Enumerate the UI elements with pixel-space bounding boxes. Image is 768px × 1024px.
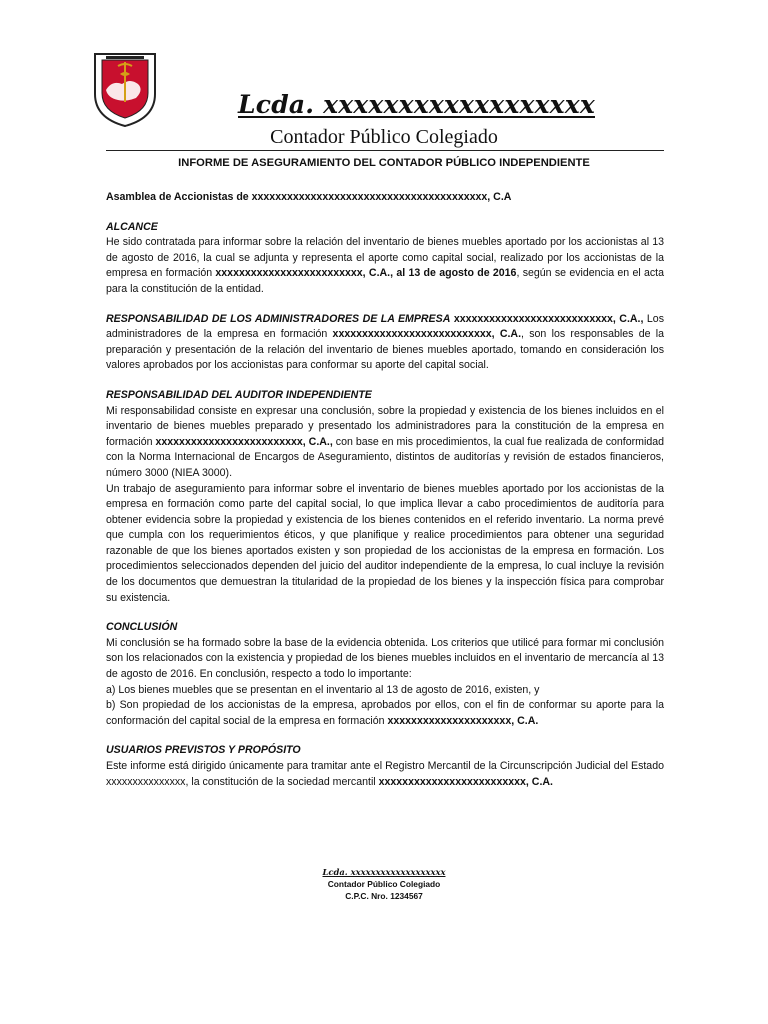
report-body [106,190,664,790]
report-title: INFORME DE ASEGURAMIENTO DEL CONTADOR PÚBLICO INDEPENDIENTE [178,157,590,169]
professional-name: Lcda. xxxxxxxxxxxxxxxxxx [238,90,595,119]
professional-title: Contador Público Colegiado [270,126,498,148]
seal-logo-icon [92,50,158,128]
section-heading-usuarios: USUARIOS PREVISTOS Y PROPÓSITO [106,744,301,757]
section-heading-auditor: RESPONSABILIDAD DEL AUDITOR INDEPENDIENTE [106,388,372,401]
paragraph-auditor-1: Mi responsabilidad consiste en expresar una conclusión, sobre la propiedad y existencia de los bienes incluidos en el inventario de bienes muebles preparado y presentado los administradores para la constitución de la empresa en formación xxxxxxxxxxxxxxxxxxxxxxxxx, C.A., con base en mis procedimientos, la cual fue realizada de conformidad con la Norma Internacional de Encargos de Aseguramiento, distintos de auditorías y revisión de estados financieros, número 3000 (NIEA 3000). [106,404,664,479]
list-item-b: b) Son propiedad de los accionistas de la empresa, aprobados por ellos, con el fin de conformar su aporte para la conformación del capital social de la empresa en formación xxxxxxxxxxxxxxxxxxxxx, C.A. [106,699,664,727]
signature-name: Lcda. xxxxxxxxxxxxxxxxxxx [322,867,446,877]
paragraph-alcance: He sido contratada para informar sobre la relación del inventario de bienes muebles aportado por los accionistas al 13 de agosto de 2016, la cual se adjunta y representa el aporte como capital social, realizado por los accionistas de la empresa en formación xxxxxxxxxxxxxxxxxxxxxxxxx, C.A., al 13 de agosto de 2016, según se evidencia en el acta para la constitución de la entidad. [106,236,665,295]
paragraph-administradores: RESPONSABILIDAD DE LOS ADMINISTRADORES DE LA EMPRESA xxxxxxxxxxxxxxxxxxxxxxxxxxx, C.A., Los administradores de la empresa en formación xxxxxxxxxxxxxxxxxxxxxxxxxxx, C.A., son los responsables de la preparación y presentación de la relación del inventario de bienes muebles aportado, tomando en consideración los valores aprobados por los accionistas para conformar su aporte del capital social. [106,312,664,372]
signature-title: Contador Público Colegiado [327,879,441,889]
section-heading-administradores: RESPONSABILIDAD DE LOS ADMINISTRADORES DE LA EMPRESA [106,312,451,325]
list-item-a: a) Los bienes muebles que se presentan en el inventario al 13 de agosto de 2016, existen, y [106,683,540,696]
header-divider [106,150,664,151]
section-heading-conclusion: CONCLUSIÓN [106,621,178,634]
signature-block [0,866,768,902]
addressee: Asamblea de Accionistas de xxxxxxxxxxxxxxxxxxxxxxxxxxxxxxxxxxxxxxxx, C.A [106,191,512,203]
signature-license: C.P.C. Nro. 1234567 [345,891,423,901]
paragraph-conclusion: Mi conclusión se ha formado sobre la base de la evidencia obtenida. Los criterios que utilicé para formar mi conclusión son los relacionados con la existencia y propiedad de los bienes muebles incluidos en el inventario de mercancía al 13 de agosto de 2016. En conclusión, respecto a todo lo importante: [106,636,664,681]
paragraph-auditor-2: Un trabajo de aseguramiento para informar sobre el inventario de bienes muebles aportado por los accionistas de la empresa en formación como parte del capital social, lo que implica llevar a cabo procedimientos de auditoría para obtener evidencia sobre la propiedad y existencia de los bienes contenidos en el referido inventario. La norma prevé que cumpla con los requerimientos éticos, y que planifique y realice procedimientos para obtener una seguridad razonable de que los bienes aportados existen y son propiedad de los accionistas de la empresa en formación. Los procedimientos seleccionados dependen del juicio del auditor independiente de la empresa, lo cual incluye la revisión de los documentos que demuestran la titularidad de la propiedad de los bienes y la inspección física para comprobar su existencia. [106,482,664,604]
paragraph-usuarios: Este informe está dirigido únicamente para tramitar ante el Registro Mercantil de la Circunscripción Judicial del Estado xxxxxxxxxxxxxxx, la constitución de la sociedad mercantil xxxxxxxxxxxxxxxxxxxxxxxxx, C.A. [106,760,664,788]
section-heading-alcance: ALCANCE [106,220,158,233]
